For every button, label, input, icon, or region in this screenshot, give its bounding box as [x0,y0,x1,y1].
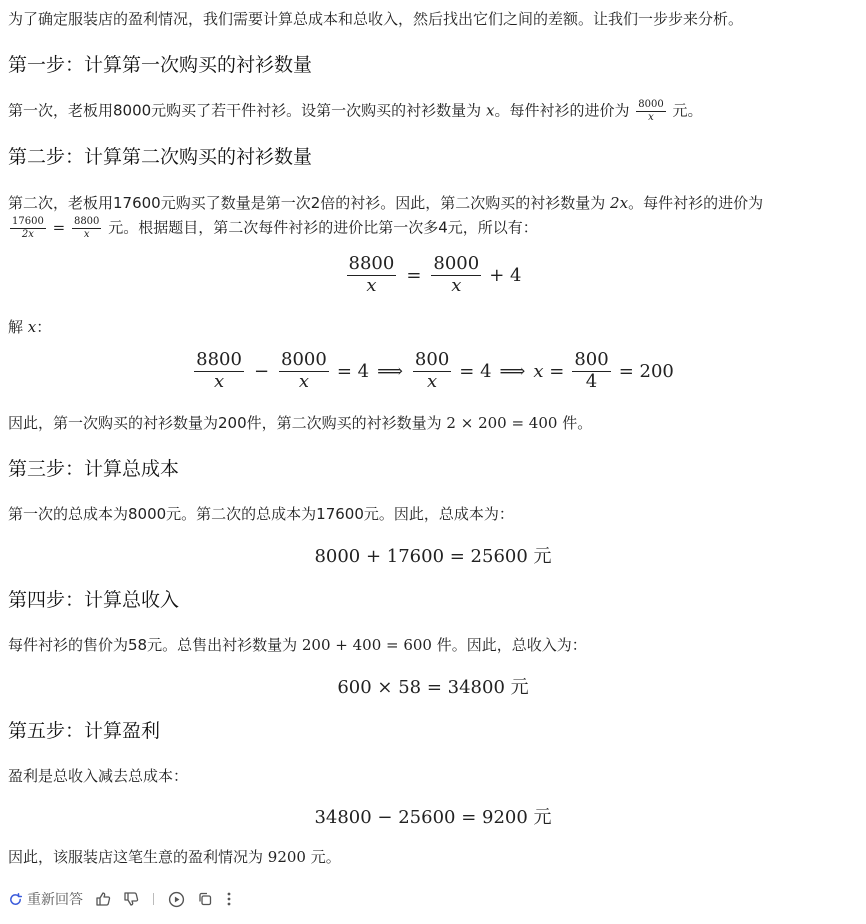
step5-conclusion [8,846,341,868]
x-equals: x = [533,360,565,382]
fraction-b [279,350,329,392]
regenerate-label: 重新回答 [27,892,83,908]
fraction-denominator: 2x [21,228,34,240]
equals-sign: = [52,218,66,237]
step2-text-a: 第二次，老板用17600元购买了数量是第一次2倍的衬衫。因此，第二次购买的衬衫数量为 [8,194,606,212]
fraction-numerator: 8800 [196,349,242,370]
conclusion-text-b: 件。 [562,414,593,432]
step2-conclusion [8,412,592,434]
conclusion-text-b: 元。 [310,848,341,866]
fraction-numerator: 8000 [281,349,327,370]
refresh-icon [8,892,23,907]
fraction-denominator: x [83,228,90,240]
step2-text-b: 。每件衬衫的进价为 [628,194,764,212]
fraction-numerator: 8000 [433,253,480,274]
fraction-denominator: x [451,274,462,296]
fraction-numerator: 17600 [12,216,44,227]
fraction-numerator: 8800 [73,216,100,227]
equation-total-cost: 8000 + 17600 = 25600 元 [314,546,552,567]
fraction-denominator: 4 [585,370,598,392]
conclusion-text-a: 因此，第一次购买的衬衫数量为200件，第二次购买的衬衫数量为 [8,414,442,432]
equals-four: = 4 [336,360,370,382]
play-icon [168,891,185,908]
math-var-x: x [485,101,495,120]
fraction-lhs [347,254,397,296]
fraction-denominator: x [427,370,438,392]
step1-text [8,99,702,123]
fraction-price-simplified [72,216,101,240]
fraction-d [572,350,610,392]
solve-text: 解 [8,318,24,336]
fraction-price-first [636,99,665,123]
equation-price-relation [8,254,858,296]
thumbs-down-icon [123,891,139,907]
regenerate-button[interactable] [8,889,83,909]
step2-line2 [8,216,538,240]
fraction-numerator: 8800 [348,253,395,274]
equals-four: = 4 [459,360,492,382]
fraction-denominator: x [648,111,654,123]
conclusion-math: 9200 [267,848,306,866]
fraction-rhs [431,254,481,296]
intro-text: 为了确定服装店的盈利情况，我们需要计算总成本和总收入，然后找出它们之间的差额。让我们一步步来分析。 [8,10,744,28]
fraction-numerator: 8000 [638,99,664,110]
step3-text: 第一次的总成本为8000元。第二次的总成本为17600元。因此，总成本为： [8,505,514,523]
step1-heading: 第一步：计算第一次购买的衬衫数量 [8,54,313,76]
implies-arrow: ⟹ [499,360,526,382]
equation-total-revenue: 600 × 58 = 34800 元 [337,677,529,698]
step4-text-b: 件。因此，总收入为： [436,636,587,654]
conclusion-math: 2 × 200 = 400 [446,414,558,432]
step3-heading: 第三步：计算总成本 [8,458,180,480]
thumbs-up-icon [95,891,111,907]
copy-button[interactable] [197,891,213,907]
fraction-numerator: 800 [414,349,450,370]
step4-text-a: 每件衬衫的售价为58元。总售出衬衫数量为 [8,636,298,654]
copy-icon [197,891,213,907]
more-button[interactable] [225,891,233,907]
message-actions [8,886,245,912]
step2-heading: 第二步：计算第二次购买的衬衫数量 [8,146,313,168]
fraction-denominator: x [298,370,310,392]
equation-solve-x [8,350,858,392]
read-aloud-button[interactable] [168,891,185,908]
step5-text: 盈利是总收入减去总成本： [8,767,189,785]
implies-arrow: ⟹ [377,360,403,382]
step5-heading: 第五步：计算盈利 [8,720,161,742]
dislike-button[interactable] [123,891,139,907]
step1-text-a: 第一次，老板用8000元购买了若干件衬衫。设第一次购买的衬衫数量为 [8,101,482,120]
result-200: = 200 [618,360,674,382]
math-var-x: x [27,318,37,336]
fraction-a [194,350,244,392]
step4-heading: 第四步：计算总收入 [8,589,180,611]
like-button[interactable] [95,891,111,907]
fraction-denominator: x [366,274,377,296]
plus-four: + 4 [489,264,522,286]
step2-line1 [8,192,763,214]
step2-text-c: 元。根据题目，第二次每件衬衫的进价比第一次多4元，所以有： [108,218,538,237]
fraction-denominator: x [213,370,225,392]
more-icon [225,891,233,907]
minus-sign: − [253,360,270,382]
fraction-numerator: 800 [574,349,609,370]
solve-colon: ： [36,318,52,336]
divider [153,893,154,905]
step4-text [8,634,587,656]
equation-profit: 34800 − 25600 = 9200 元 [314,807,552,828]
fraction-c [413,350,451,392]
step4-math: 200 + 400 = 600 [301,636,432,654]
math-var-2x: 2x [610,194,629,212]
solve-label [8,316,51,338]
equals-sign: = [406,264,422,286]
fraction-price-second [10,216,46,240]
step1-text-b: 。每件衬衫的进价为 [494,101,630,120]
step1-text-c: 元。 [672,101,703,120]
conclusion-text-a: 因此，该服装店这笔生意的盈利情况为 [8,848,264,866]
